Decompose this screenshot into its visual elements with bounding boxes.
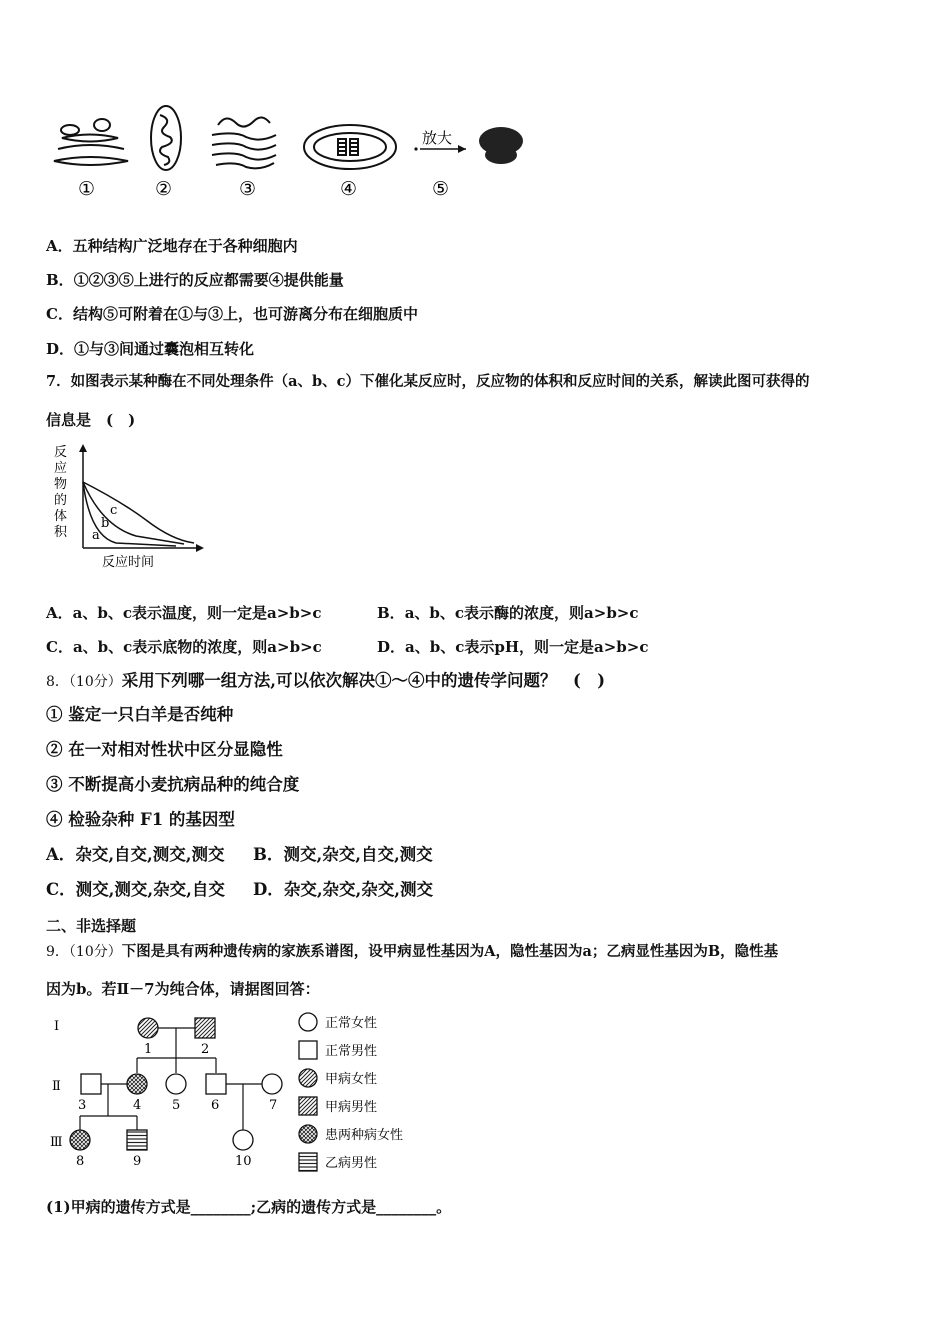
organelle-label-3: ③	[239, 178, 257, 200]
svg-text:10: 10	[235, 1154, 252, 1169]
person-4	[127, 1074, 147, 1094]
q8-option-b: B．测交,杂交,自交,测交	[253, 845, 433, 864]
q7-option-b: B．a、b、c表示酶的浓度，则a>b>c	[377, 604, 639, 622]
q7-ylabel	[54, 445, 68, 540]
q8-item-2: ② 在一对相对性状中区分显隐性	[46, 740, 283, 759]
svg-text:体: 体	[54, 509, 68, 524]
gen-label-2: Ⅱ	[52, 1079, 61, 1094]
q7-xlabel: 反应时间	[102, 555, 155, 570]
pedigree-legend	[299, 1013, 403, 1171]
q7-chart	[46, 440, 216, 575]
q7-stem-line1: 7．如图表示某种酶在不同处理条件（a、b、c）下催化某反应时，反应物的体积和反应时间的关系，解读此图可获得的	[46, 373, 810, 390]
q7-option-c: C．a、b、c表示底物的浓度，则a>b>c	[46, 638, 322, 656]
q6-option-d: D．①与③间通过囊泡相互转化	[46, 340, 255, 358]
person-7	[262, 1074, 282, 1094]
person-ids	[76, 1042, 277, 1169]
section-heading: 二、非选择题	[46, 917, 137, 935]
magnify-label: 放大	[422, 129, 453, 147]
organelle-label-2: ②	[155, 178, 173, 200]
svg-text:积: 积	[54, 525, 68, 540]
svg-text:2: 2	[201, 1042, 210, 1057]
organelle-label-1: ①	[78, 178, 96, 200]
organelle-label-4: ④	[340, 178, 358, 200]
gen-label-1: Ⅰ	[54, 1019, 60, 1034]
svg-text:物: 物	[54, 477, 68, 492]
svg-text:正常男性: 正常男性	[325, 1044, 378, 1059]
q9-stem-line1: 9．（10分）下图是具有两种遗传病的家族系谱图，设甲病显性基因为A，隐性基因为a；乙病显性基因为B，隐性基	[46, 943, 779, 960]
gen-label-3: Ⅲ	[50, 1135, 63, 1150]
person-9	[127, 1130, 147, 1150]
svg-text:5: 5	[172, 1098, 181, 1113]
q7-curve-label-b: b	[101, 516, 110, 531]
person-10	[233, 1130, 253, 1150]
organelle-figure	[40, 105, 540, 205]
q7-curve-label-c: c	[110, 503, 118, 518]
q9-subquestion-1: (1)甲病的遗传方式是________;乙病的遗传方式是________。	[46, 1198, 452, 1216]
q8-option-d: D．杂交,杂交,杂交,测交	[253, 880, 434, 899]
person-1	[138, 1018, 158, 1038]
q7-option-d: D．a、b、c表示pH，则一定是a>b>c	[377, 638, 649, 656]
svg-text:1: 1	[144, 1042, 153, 1057]
svg-text:4: 4	[133, 1098, 142, 1113]
organelle-ribosome	[479, 127, 523, 164]
q8-option-a: A．杂交,自交,测交,测交	[46, 845, 225, 864]
svg-text:甲病女性: 甲病女性	[325, 1072, 378, 1087]
q7-option-a: A．a、b、c表示温度，则一定是a>b>c	[46, 604, 322, 622]
q8-item-1: ① 鉴定一只白羊是否纯种	[46, 705, 234, 724]
organelle-label-5: ⑤	[432, 178, 450, 200]
svg-text:反: 反	[54, 445, 68, 460]
q8-item-4: ④ 检验杂种 F1 的基因型	[46, 810, 235, 829]
svg-text:的: 的	[54, 493, 68, 508]
svg-text:乙病男性: 乙病男性	[325, 1156, 378, 1171]
svg-text:6: 6	[211, 1098, 220, 1113]
organelle-golgi	[54, 119, 128, 165]
person-8	[70, 1130, 90, 1150]
person-2	[195, 1018, 215, 1038]
svg-text:甲病男性: 甲病男性	[325, 1100, 378, 1115]
svg-text:9: 9	[133, 1154, 142, 1169]
svg-text:8: 8	[76, 1154, 85, 1169]
q6-option-b: B．①②③⑤上进行的反应都需要④提供能量	[46, 271, 344, 289]
q6-option-a: A．五种结构广泛地存在于各种细胞内	[46, 237, 298, 255]
organelle-mitochondrion	[151, 106, 181, 170]
q6-option-c: C．结构⑤可附着在①与③上，也可游离分布在细胞质中	[46, 305, 418, 323]
q8-item-3: ③ 不断提高小麦抗病品种的纯合度	[46, 775, 300, 794]
person-6	[206, 1074, 226, 1094]
person-3	[81, 1074, 101, 1094]
q8-stem: 8．（10分）采用下列哪一组方法,可以依次解决①～④中的遗传学问题？ ( )	[46, 671, 606, 690]
svg-text:应: 应	[54, 461, 68, 476]
svg-text:3: 3	[78, 1098, 87, 1113]
pedigree-chart	[40, 1008, 440, 1178]
svg-text:7: 7	[269, 1098, 278, 1113]
organelle-er	[212, 117, 276, 168]
q8-option-c: C．测交,测交,杂交,自交	[46, 880, 225, 899]
organelle-chloroplast	[304, 125, 396, 169]
person-5	[166, 1074, 186, 1094]
q7-stem-line2: 信息是 ( )	[46, 411, 136, 429]
q7-curve-label-a: a	[92, 528, 100, 543]
q9-stem-line2: 因为b。若Ⅱ－7为纯合体，请据图回答：	[46, 980, 320, 998]
svg-text:正常女性: 正常女性	[325, 1016, 378, 1031]
svg-text:患两种病女性: 患两种病女性	[325, 1128, 404, 1143]
